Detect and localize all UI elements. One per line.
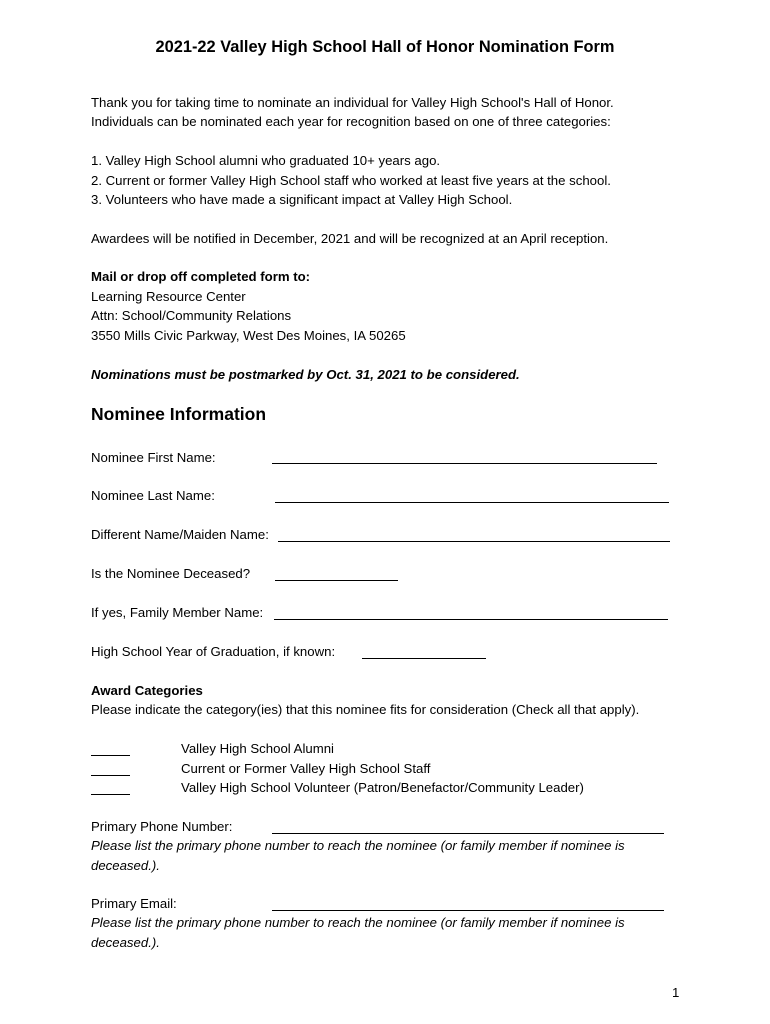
deadline-note: Nominations must be postmarked by Oct. 31, 2021 to be considered. [91, 367, 520, 382]
phone-help-line-1: Please list the primary phone number to reach the nominee (or family member if nominee is [91, 838, 625, 853]
mail-address-line: 3550 Mills Civic Parkway, West Des Moines, IA 50265 [91, 328, 406, 343]
nominee-section-heading: Nominee Information [91, 404, 267, 424]
award-categories-heading: Award Categories [91, 683, 203, 698]
maiden-name-field[interactable] [278, 541, 670, 542]
mail-address-line: Learning Resource Center [91, 289, 246, 304]
first-name-label: Nominee First Name: [91, 450, 216, 465]
mail-heading: Mail or drop off completed form to: [91, 269, 311, 284]
maiden-name-label: Different Name/Maiden Name: [91, 527, 269, 542]
category-checkbox-volunteer[interactable] [91, 794, 130, 795]
last-name-label: Nominee Last Name: [91, 488, 215, 503]
phone-field[interactable] [272, 833, 664, 834]
category-list-item: 1. Valley High School alumni who graduated 10+ years ago. [91, 153, 441, 168]
phone-help-line-2: deceased.). [91, 858, 160, 873]
intro-line-1: Thank you for taking time to nominate an individual for Valley High School's Hall of Honor. [91, 95, 614, 110]
first-name-field[interactable] [272, 463, 657, 464]
category-option-alumni: Valley High School Alumni [181, 741, 334, 756]
page-number: 1 [672, 985, 680, 1000]
mail-address-line: Attn: School/Community Relations [91, 308, 292, 323]
last-name-field[interactable] [275, 502, 669, 503]
intro-line-2: Individuals can be nominated each year for recognition based on one of three categories: [91, 114, 611, 129]
phone-label: Primary Phone Number: [91, 819, 233, 834]
grad-year-field[interactable] [362, 658, 486, 659]
grad-year-label: High School Year of Graduation, if known: [91, 644, 336, 659]
email-help-line-1: Please list the primary phone number to reach the nominee (or family member if nominee is [91, 915, 625, 930]
family-member-label: If yes, Family Member Name: [91, 605, 264, 620]
category-checkbox-alumni[interactable] [91, 755, 130, 756]
category-option-volunteer: Valley High School Volunteer (Patron/Benefactor/Community Leader) [181, 780, 584, 795]
email-help-line-2: deceased.). [91, 935, 160, 950]
category-list-item: 2. Current or former Valley High School staff who worked at least five years at the school. [91, 173, 611, 188]
family-member-field[interactable] [274, 619, 668, 620]
category-list-item: 3. Volunteers who have made a significant impact at Valley High School. [91, 192, 513, 207]
awardees-note: Awardees will be notified in December, 2021 and will be recognized at an April reception. [91, 231, 609, 246]
email-field[interactable] [272, 910, 664, 911]
deceased-field[interactable] [275, 580, 398, 581]
award-categories-instruction: Please indicate the category(ies) that this nominee fits for consideration (Check all that apply). [91, 702, 640, 717]
form-title: 2021-22 Valley High School Hall of Honor Nomination Form [155, 38, 615, 56]
category-option-staff: Current or Former Valley High School Staff [181, 761, 431, 776]
email-label: Primary Email: [91, 896, 177, 911]
category-checkbox-staff[interactable] [91, 775, 130, 776]
deceased-label: Is the Nominee Deceased? [91, 566, 251, 581]
